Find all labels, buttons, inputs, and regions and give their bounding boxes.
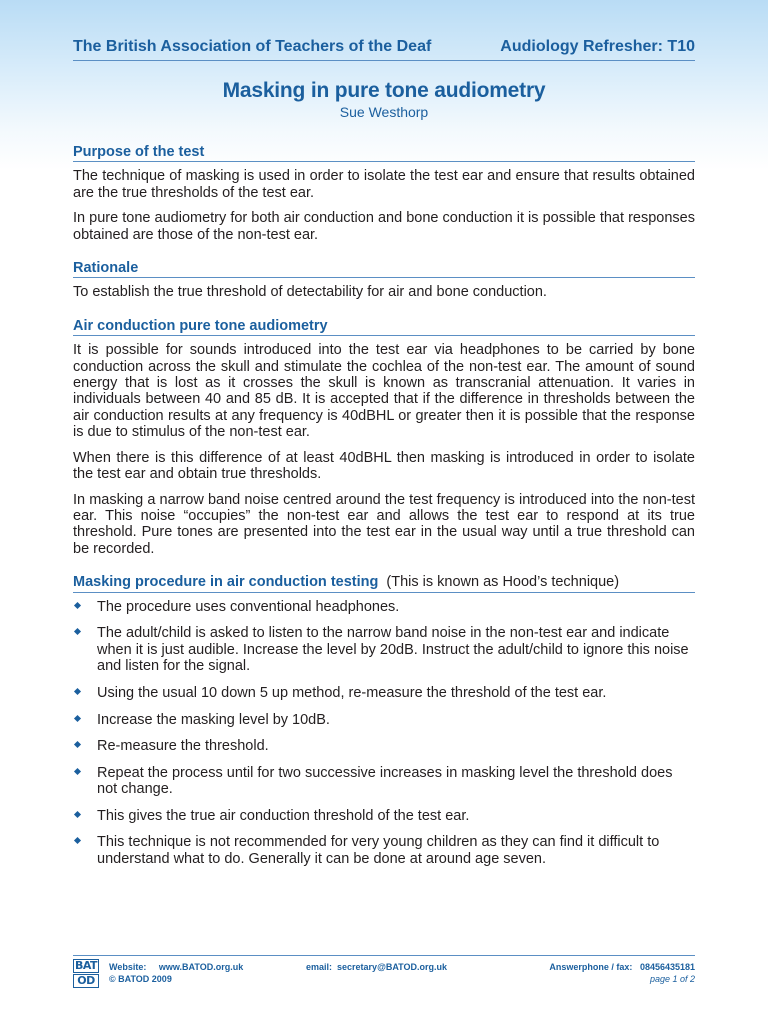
list-item-text: The adult/child is asked to listen to the narrow band noise in the non-test ear and indicate when it is just audible. Increase the level by 20dB. Instruct the adult/child to ignore this noise and listen for the signal. xyxy=(97,625,689,675)
page-title: Masking in pure tone audiometry xyxy=(222,79,546,102)
email-row xyxy=(306,962,447,972)
email-label: email: xyxy=(306,962,333,972)
list-item-text: Using the usual 10 down 5 up method, re-measure the threshold of the test ear. xyxy=(97,684,607,701)
document-body xyxy=(73,144,695,878)
paragraph: The technique of masking is used in order to isolate the test ear and ensure that results obtained are the true thresholds of the test ear. xyxy=(73,168,695,201)
phone-row xyxy=(549,962,695,972)
list-item-text: The procedure uses conventional headphones. xyxy=(97,598,400,615)
procedure-list xyxy=(73,599,695,868)
list-item-text: Re-measure the threshold. xyxy=(97,738,269,755)
page-number: page 1 of 2 xyxy=(649,974,695,984)
list-item xyxy=(73,834,695,867)
list-item xyxy=(73,808,695,825)
header-series: Audiology Refresher: T10 xyxy=(500,38,695,55)
diamond-bullet-icon xyxy=(74,688,81,695)
list-item-text: Increase the masking level by 10dB. xyxy=(97,711,330,728)
paragraph: To establish the true threshold of detectability for air and bone conduction. xyxy=(73,284,547,301)
website-link[interactable]: www.BATOD.org.uk xyxy=(158,962,244,972)
author: Sue Westhorp xyxy=(339,104,429,120)
list-item xyxy=(73,712,695,729)
section-heading: Purpose of the test xyxy=(73,144,695,162)
diamond-bullet-icon xyxy=(74,628,81,635)
diamond-bullet-icon xyxy=(74,714,81,721)
section-heading-text: Masking procedure in air conduction testing xyxy=(73,574,379,591)
diamond-bullet-icon xyxy=(74,601,81,608)
list-item xyxy=(73,765,695,798)
diamond-bullet-icon xyxy=(74,768,81,775)
phone-label: Answerphone / fax: xyxy=(549,962,633,972)
logo-text-bottom: OD xyxy=(73,974,99,988)
section-purpose xyxy=(73,144,695,243)
email-link[interactable]: secretary@BATOD.org.uk xyxy=(337,962,448,972)
section-heading: Air conduction pure tone audiometry xyxy=(73,318,695,336)
website-row xyxy=(109,962,243,972)
list-item xyxy=(73,685,695,702)
paragraph: It is possible for sounds introduced into the test ear via headphones to be carried by bone conduction across the skull and stimulate the cochlea of the non-test ear. The amount of sound energy that is lost as it crosses the skull is known as transcranial attenuation. It varies in individuals between 40 and 85 dB. It is accepted that if the difference in thresholds between the air conduction results at any frequency is 40dBHL or greater then it is possible that the response is due to stimulus of the non-test ear. xyxy=(73,342,695,441)
section-air-conduction xyxy=(73,318,695,557)
paragraph: When there is this difference of at least 40dBHL then masking is introduced in order to isolate the test ear and obtain true thresholds. xyxy=(73,449,695,483)
paragraph: In masking a narrow band noise centred around the test frequency is introduced into the non-test ear. This noise “occupies” the non-test ear and allows the test ear to respond at its true threshold. Pure tones are presented into the test ear in the usual way until a true threshold can be recorded. xyxy=(73,491,695,557)
section-rationale xyxy=(73,260,695,301)
list-item-text: Repeat the process until for two successive increases in masking level the threshold does not change. xyxy=(97,764,673,798)
list-item xyxy=(73,738,695,755)
copyright: © BATOD 2009 xyxy=(109,974,172,984)
section-heading xyxy=(73,574,695,592)
list-item xyxy=(73,599,695,616)
diamond-bullet-icon xyxy=(74,741,81,748)
paragraph: In pure tone audiometry for both air conduction and bone conduction it is possible that responses obtained are those of the non-test ear. xyxy=(73,210,695,243)
diamond-bullet-icon xyxy=(74,837,81,844)
batod-logo xyxy=(73,959,99,987)
section-heading-note: (This is known as Hood’s technique) xyxy=(386,574,620,591)
list-item-text: This technique is not recommended for very young children as they can find it difficult to understand what to do. Generally it can be done at around age seven. xyxy=(97,834,660,868)
page-footer xyxy=(73,955,695,987)
list-item-text: This gives the true air conduction threshold of the test ear. xyxy=(97,807,470,824)
header-org: The British Association of Teachers of the Deaf xyxy=(73,38,432,55)
website-label: Website: xyxy=(109,962,147,972)
logo-text-top: BAT xyxy=(74,959,98,972)
list-item xyxy=(73,625,695,675)
phone-number: 08456435181 xyxy=(639,962,695,972)
diamond-bullet-icon xyxy=(74,811,81,818)
section-masking-procedure xyxy=(73,574,695,868)
page-header xyxy=(73,38,695,61)
section-heading: Rationale xyxy=(73,260,695,278)
